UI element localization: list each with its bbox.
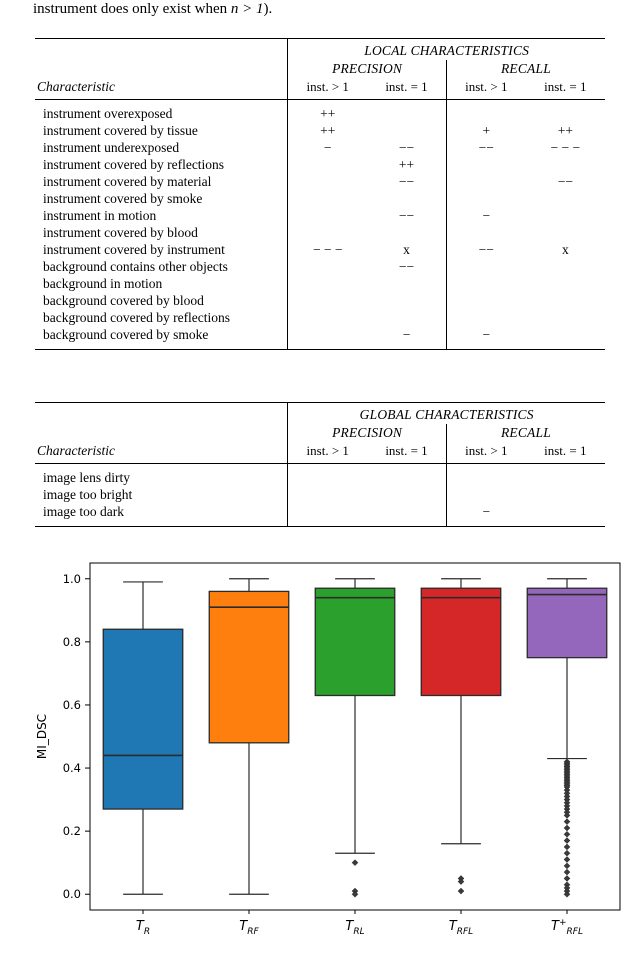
symbol-cell <box>446 173 525 190</box>
global-table-body <box>35 464 605 527</box>
symbol-cell <box>288 503 367 527</box>
y-tick-label: 0.0 <box>62 887 81 902</box>
symbol-cell: ++ <box>398 157 415 172</box>
local-characteristics-table <box>35 38 605 350</box>
subheader-recall-multi: inst. > 1 <box>446 78 525 100</box>
symbol-cell <box>288 207 367 224</box>
outlier-point <box>564 838 570 844</box>
y-tick-label: 0.2 <box>62 824 81 839</box>
symbol-cell: ++ <box>288 100 367 123</box>
y-axis-label: MI_DSC <box>35 713 49 760</box>
row-label: instrument covered by tissue <box>43 123 198 138</box>
row-label: instrument covered by reflections <box>43 157 225 172</box>
symbol-cell: − − − <box>288 241 367 258</box>
precision-header: PRECISION <box>288 424 447 442</box>
row-label: instrument covered by instrument <box>43 242 225 257</box>
row-label: instrument covered by smoke <box>43 191 203 206</box>
empty-cell <box>35 60 288 78</box>
symbol-cell <box>367 503 446 527</box>
box-T_RL <box>315 579 395 937</box>
symbol-cell <box>367 190 446 207</box>
symbol-cell: − <box>446 326 525 350</box>
symbol-cell <box>367 100 446 123</box>
symbol-cell <box>526 224 605 241</box>
symbol-cell <box>288 326 367 350</box>
metric-header-row <box>35 60 605 78</box>
x-tick-label: $T^+_{RFL}$ <box>551 918 583 937</box>
subheader-recall-single: inst. = 1 <box>526 442 605 464</box>
empty-cell <box>35 424 288 442</box>
table-row <box>35 503 605 527</box>
symbol-cell: x <box>403 242 410 257</box>
row-label: background covered by blood <box>43 293 204 308</box>
symbol-cell <box>526 292 605 309</box>
symbol-cell: −− <box>398 208 415 223</box>
symbol-cell <box>526 464 605 487</box>
symbol-cell: ++ <box>288 122 367 139</box>
table-row <box>35 207 605 224</box>
symbol-cell: − <box>288 139 367 156</box>
empty-cell <box>35 39 288 61</box>
body-text-prefix: instrument does only exist when <box>33 1 231 17</box>
outlier-point <box>564 850 570 856</box>
symbol-cell <box>446 156 525 173</box>
symbol-cell <box>526 275 605 292</box>
symbol-cell <box>446 486 525 503</box>
row-label: instrument overexposed <box>43 106 173 121</box>
symbol-cell <box>446 258 525 275</box>
subheader-recall-multi: inst. > 1 <box>446 442 525 464</box>
local-table-body <box>35 100 605 350</box>
symbol-cell <box>526 309 605 326</box>
symbol-cell <box>446 464 525 487</box>
outlier-point <box>564 825 570 831</box>
symbol-cell <box>288 309 367 326</box>
x-tick-label: $T_{RL}$ <box>345 919 365 937</box>
outlier-point <box>564 875 570 881</box>
symbol-cell <box>446 100 525 123</box>
table-row <box>35 258 605 275</box>
local-group-title: LOCAL CHARACTERISTICS <box>288 39 605 61</box>
subheader-precision-multi: inst. > 1 <box>288 78 367 100</box>
characteristic-header: Characteristic <box>35 78 288 100</box>
table-row <box>35 190 605 207</box>
table-row <box>35 241 605 258</box>
symbol-cell <box>367 292 446 309</box>
x-tick-label: $T_{RFL}$ <box>448 919 474 937</box>
symbol-cell <box>288 464 367 487</box>
body-text-suffix: ). <box>263 1 273 17</box>
table-row <box>35 156 605 173</box>
subheader-row <box>35 442 605 464</box>
boxplot-svg <box>30 548 630 953</box>
row-label: image lens dirty <box>43 470 130 485</box>
table-row <box>35 486 605 503</box>
outlier-point <box>564 857 570 863</box>
y-tick-label: 0.6 <box>62 697 81 712</box>
box-rect <box>103 629 183 809</box>
symbol-cell: x <box>561 242 569 257</box>
symbol-cell <box>288 292 367 309</box>
table-row <box>35 122 605 139</box>
global-characteristics-table <box>35 402 605 527</box>
symbol-cell: ++ <box>557 123 573 138</box>
symbol-cell <box>367 224 446 241</box>
symbol-cell: −− <box>398 140 415 155</box>
precision-header: PRECISION <box>288 60 447 78</box>
symbol-cell: − <box>446 207 525 224</box>
subheader-precision-single: inst. = 1 <box>367 78 446 100</box>
group-title-row <box>35 403 605 425</box>
symbol-cell <box>367 464 446 487</box>
row-label: instrument underexposed <box>43 140 180 155</box>
symbol-cell: −− <box>398 259 415 274</box>
subheader-precision-multi: inst. > 1 <box>288 442 367 464</box>
metric-header-row <box>35 424 605 442</box>
box-rect <box>421 588 501 695</box>
y-tick-label: 1.0 <box>62 571 81 586</box>
body-text-math: n > 1 <box>230 1 264 17</box>
row-label: background covered by reflections <box>43 310 231 325</box>
outlier-point <box>564 831 570 837</box>
box-T_R <box>103 582 183 937</box>
table-row <box>35 224 605 241</box>
table-row <box>35 100 605 123</box>
table-row <box>35 464 605 487</box>
recall-header: RECALL <box>446 424 605 442</box>
symbol-cell <box>526 156 605 173</box>
box-rect <box>209 591 289 742</box>
symbol-cell <box>526 100 605 123</box>
x-tick-label: $T_R$ <box>135 919 151 937</box>
symbol-cell <box>288 224 367 241</box>
symbol-cell <box>446 292 525 309</box>
recall-header: RECALL <box>446 60 605 78</box>
empty-cell <box>35 403 288 425</box>
symbol-cell <box>446 309 525 326</box>
symbol-cell <box>526 503 605 527</box>
row-label: instrument covered by blood <box>43 225 198 240</box>
body-text <box>33 0 272 18</box>
table-row <box>35 309 605 326</box>
symbol-cell: + <box>446 122 525 139</box>
symbol-cell <box>526 486 605 503</box>
symbol-cell <box>526 258 605 275</box>
characteristic-header: Characteristic <box>35 442 288 464</box>
symbol-cell <box>367 275 446 292</box>
symbol-cell <box>288 258 367 275</box>
row-label: image too dark <box>43 504 124 519</box>
box-T_RFL <box>421 579 501 937</box>
symbol-cell: − − − <box>550 140 581 155</box>
boxplot-figure <box>30 548 630 958</box>
x-tick-label: $T_{RF}$ <box>239 919 259 937</box>
outlier-point <box>564 869 570 875</box>
symbol-cell <box>288 190 367 207</box>
symbol-cell <box>526 190 605 207</box>
symbol-cell <box>288 173 367 190</box>
row-label: instrument in motion <box>43 208 157 223</box>
symbol-cell: −− <box>557 174 573 189</box>
symbol-cell: −− <box>398 174 415 189</box>
box-T_RF <box>209 579 289 937</box>
row-label: background covered by smoke <box>43 327 209 342</box>
subheader-row <box>35 78 605 100</box>
symbol-cell <box>446 275 525 292</box>
row-label: image too bright <box>43 487 133 502</box>
table-row <box>35 326 605 350</box>
subheader-precision-single: inst. = 1 <box>367 442 446 464</box>
symbol-cell <box>526 207 605 224</box>
symbol-cell <box>288 275 367 292</box>
table-row <box>35 292 605 309</box>
box-rect <box>527 588 607 657</box>
outlier-point <box>564 819 570 825</box>
symbol-cell: − <box>402 327 411 342</box>
symbol-cell <box>288 156 367 173</box>
box-T_RFL_plus <box>527 579 607 937</box>
symbol-cell <box>367 122 446 139</box>
group-title-row <box>35 39 605 61</box>
table-row <box>35 139 605 156</box>
row-label: background contains other objects <box>43 259 228 274</box>
symbol-cell: −− <box>446 241 525 258</box>
global-group-title: GLOBAL CHARACTERISTICS <box>288 403 605 425</box>
symbol-cell <box>288 486 367 503</box>
symbol-cell <box>446 190 525 207</box>
outlier-point <box>458 888 464 894</box>
outlier-point <box>564 844 570 850</box>
box-rect <box>315 588 395 695</box>
symbol-cell <box>446 224 525 241</box>
symbol-cell: − <box>446 503 525 527</box>
y-tick-label: 0.8 <box>62 634 81 649</box>
table-row <box>35 173 605 190</box>
symbol-cell <box>526 326 605 350</box>
symbol-cell <box>367 309 446 326</box>
row-label: background in motion <box>43 276 163 291</box>
outlier-point <box>352 860 358 866</box>
row-label: instrument covered by material <box>43 174 212 189</box>
symbol-cell <box>367 486 446 503</box>
subheader-recall-single: inst. = 1 <box>526 78 605 100</box>
outlier-point <box>564 863 570 869</box>
y-tick-label: 0.4 <box>62 761 81 776</box>
symbol-cell: −− <box>446 139 525 156</box>
table-row <box>35 275 605 292</box>
